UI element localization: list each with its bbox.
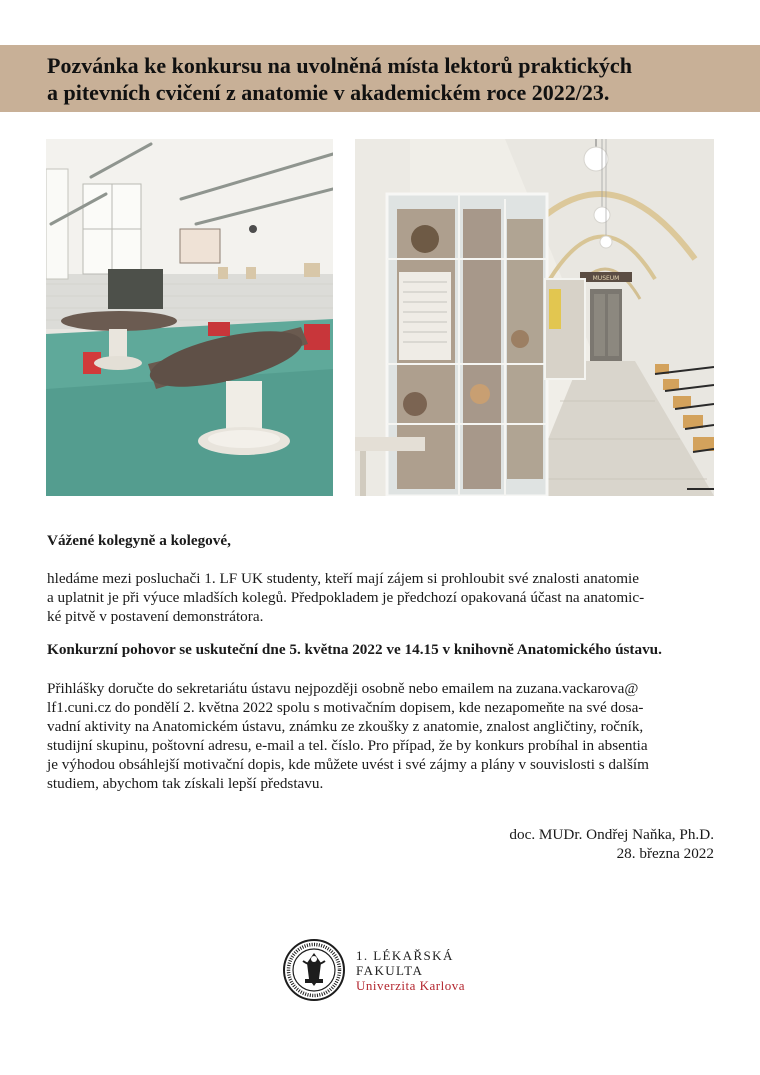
paragraph-line: Přihlášky doručte do sekretariátu ústavu nejpozději osobně nebo emailem na zuzana.vackarova@: [47, 680, 639, 697]
logo-line-1: 1. LÉKAŘSKÁ: [356, 948, 454, 963]
logo-line-2: FAKULTA: [356, 963, 424, 978]
interview-notice: Konkurzní pohovor se uskuteční dne 5. května 2022 ve 14.15 v knihovně Anatomického ústavu.: [47, 641, 662, 658]
logo-line-3: Univerzita Karlova: [356, 978, 465, 993]
dissection-room-photo: [46, 139, 333, 496]
signature-name: doc. MUDr. Ondřej Naňka, Ph.D.: [509, 826, 714, 843]
paragraph-line: ké pitvě v postavení demonstrátora.: [47, 608, 264, 625]
paragraph-line: je výhodou obsáhlejší motivační dopis, kde můžete uvést i své zájmy a plány v souvislosti s dalším: [47, 756, 649, 773]
signature-date: 28. března 2022: [616, 845, 714, 862]
paragraph-application: [47, 679, 717, 793]
paragraph-line: studijní skupinu, poštovní adresu, e-mail a tel. číslo. Pro případ, že by konkurs probíhal in absentia: [47, 737, 648, 754]
greeting: Vážené kolegyně a kolegové,: [47, 532, 231, 549]
faculty-seal-icon: [283, 939, 345, 1001]
paragraph-line: hledáme mezi posluchači 1. LF UK studenty, kteří mají zájem si prohloubit své znalosti anatomie: [47, 570, 640, 587]
museum-corridor-photo: [355, 139, 714, 496]
museum-sign: MUSEUM: [592, 275, 620, 282]
paragraph-line: a uplatnit je při výuce mladších kolegů. Předpokladem je předchozí opakovaná účast na anatomic-: [47, 589, 645, 606]
paragraph-line: studiem, abychom tak získali lepší představu.: [47, 775, 324, 792]
title-line-2: a pitevních cvičení z anatomie v akademickém roce 2022/23.: [47, 80, 610, 105]
title-line-1: Pozvánka ke konkursu na uvolněná místa lektorů praktických: [47, 53, 632, 78]
paragraph-line: vadní aktivity na Anatomickém ústavu, známku ze zkoušky z anatomie, znalost angličtiny, ročník,: [47, 718, 644, 735]
paragraph-line: lf1.cuni.cz do pondělí 2. května 2022 spolu s motivačním dopisem, kde nezapomeňte na své dosa-: [47, 699, 644, 716]
paragraph-intro: [47, 569, 717, 626]
title-banner: [0, 45, 760, 112]
page-title: [47, 52, 747, 106]
